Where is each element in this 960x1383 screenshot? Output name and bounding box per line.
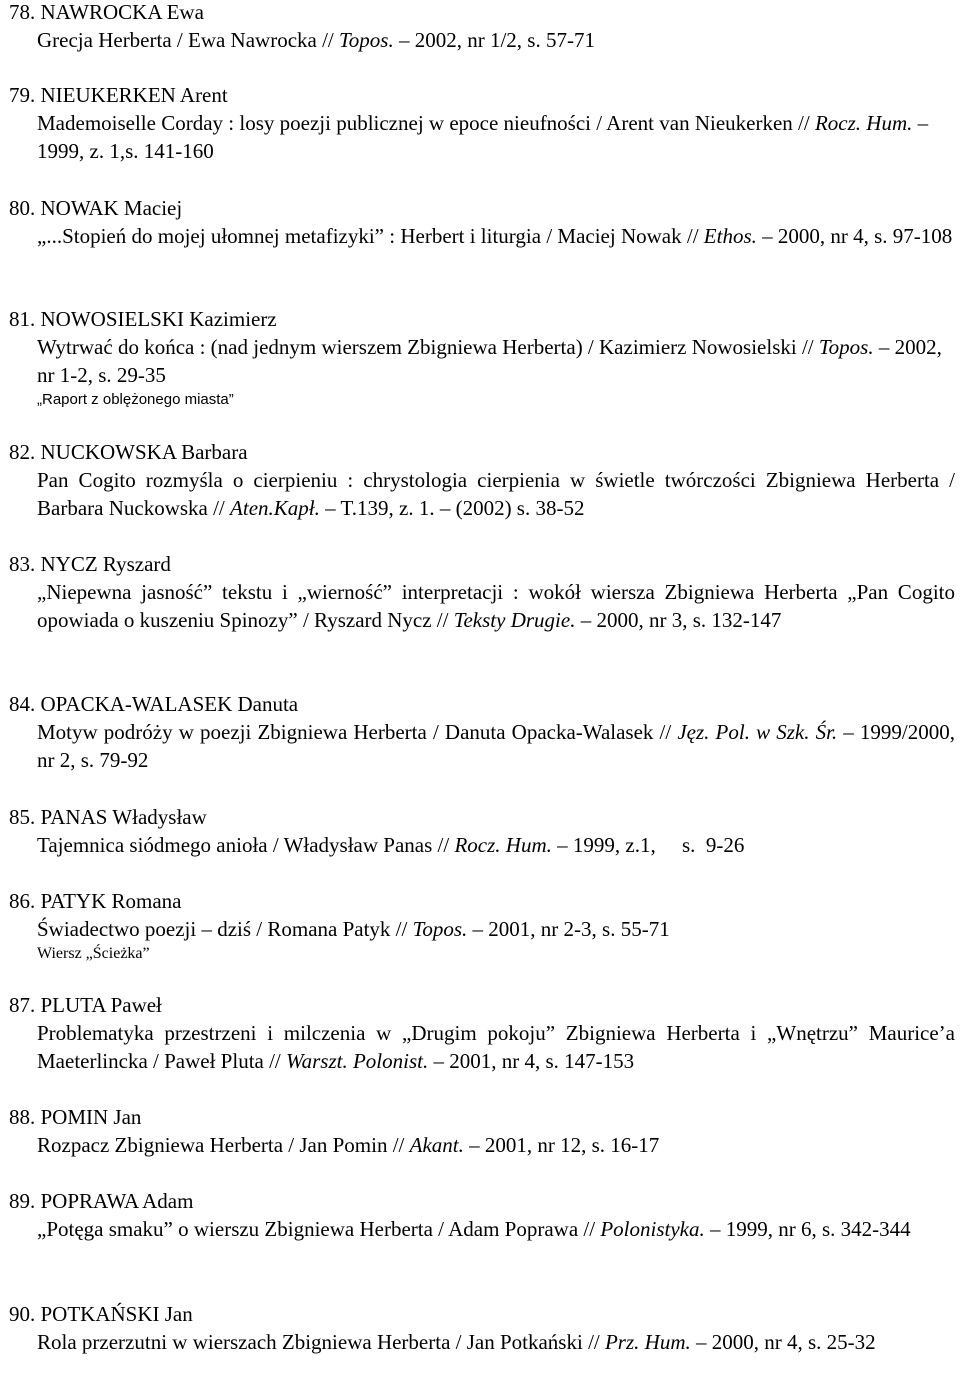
entry-author: OPACKA-WALASEK Danuta <box>40 692 299 716</box>
journal-title: Aten.Kapł. <box>230 496 320 520</box>
entry-citation: „Niepewna jasność” tekstu i „wierność” interpretacji : wokół wiersza Zbigniewa Herberta „Pan Cogito opowiada o kuszeniu Spinozy” / Ryszard Nycz // Teksty Drugie. – 2000, nr 3, s. 132-147 <box>37 580 955 632</box>
entry-heading <box>9 81 955 109</box>
entry-heading <box>9 1300 955 1328</box>
bibliography-entry-87 <box>9 991 955 1075</box>
entry-author: POMIN Jan <box>40 1105 142 1129</box>
bibliography-entry-84 <box>9 690 955 774</box>
entry-number: 89. <box>9 1189 36 1213</box>
entry-author: NOWOSIELSKI Kazimierz <box>40 307 277 331</box>
entry-number: 79. <box>9 83 36 107</box>
entry-number: 84. <box>9 692 36 716</box>
bibliography-entry-90 <box>9 1300 955 1356</box>
entry-heading <box>9 1103 955 1131</box>
entry-number: 80. <box>9 196 36 220</box>
entry-author: PATYK Romana <box>40 889 182 913</box>
journal-title: Warszt. Polonist. <box>286 1049 429 1073</box>
entry-note: „Raport z oblężonego miasta” <box>37 391 234 408</box>
entry-number: 83. <box>9 552 36 576</box>
entry-author: POTKAŃSKI Jan <box>40 1302 193 1326</box>
bibliography-entry-78 <box>9 0 955 54</box>
bibliography-entry-80 <box>9 194 955 250</box>
entry-citation: Świadectwo poezji – dziś / Romana Patyk // Topos. – 2001, nr 2-3, s. 55-71 <box>37 917 670 941</box>
entry-citation: Tajemnica siódmego anioła / Władysław Panas // Rocz. Hum. – 1999, z.1, s. 9-26 <box>37 833 745 857</box>
entry-citation: Mademoiselle Corday : losy poezji publicznej w epoce nieufności / Arent van Nieukerken // Rocz. Hum. – 1999, z. 1,s. 141-160 <box>37 111 929 163</box>
entry-note: Wiersz „Ścieżka” <box>37 945 150 962</box>
entry-citation: Grecja Herberta / Ewa Nawrocka // Topos. – 2002, nr 1/2, s. 57-71 <box>37 28 595 52</box>
entry-citation: Problematyka przestrzeni i milczenia w „Drugim pokoju” Zbigniewa Herberta i „Wnętrzu” Maurice’a Maeterlincka / Paweł Pluta // Warszt. Polonist. – 2001, nr 4, s. 147-153 <box>37 1021 955 1073</box>
entry-heading <box>9 887 955 915</box>
entry-heading <box>9 1187 955 1215</box>
bibliography-entry-82 <box>9 438 955 522</box>
entry-author: POPRAWA Adam <box>40 1189 194 1213</box>
entry-citation: Rola przerzutni w wierszach Zbigniewa Herberta / Jan Potkański // Prz. Hum. – 2000, nr 4, s. 25-32 <box>37 1330 876 1354</box>
journal-title: Akant. <box>409 1133 464 1157</box>
entry-number: 78. <box>9 0 36 24</box>
journal-title: Teksty Drugie. <box>453 608 576 632</box>
entry-number: 87. <box>9 993 36 1017</box>
entry-heading <box>9 803 955 831</box>
entry-author: PLUTA Paweł <box>40 993 162 1017</box>
entry-number: 81. <box>9 307 36 331</box>
entry-citation: Motyw podróży w poezji Zbigniewa Herberta / Danuta Opacka-Walasek // Jęz. Pol. w Szk. Śr. – 1999/2000, nr 2, s. 79-92 <box>37 720 956 772</box>
entry-number: 88. <box>9 1105 36 1129</box>
entry-number: 90. <box>9 1302 36 1326</box>
entry-author: PANAS Władysław <box>40 805 207 829</box>
journal-title: Ethos. <box>703 224 757 248</box>
bibliography-entry-88 <box>9 1103 955 1159</box>
journal-title: Rocz. Hum. <box>454 833 552 857</box>
entry-heading <box>9 550 955 578</box>
bibliography-entry-81 <box>9 305 955 410</box>
entry-heading <box>9 991 955 1019</box>
journal-title: Jęz. Pol. w Szk. Śr. <box>677 720 838 744</box>
entry-heading <box>9 438 955 466</box>
entry-citation: Wytrwać do końca : (nad jednym wierszem Zbigniewa Herberta) / Kazimierz Nowosielski // Topos. – 2002, nr 1-2, s. 29-35 <box>37 335 942 387</box>
entry-heading <box>9 194 955 222</box>
entry-author: NUCKOWSKA Barbara <box>40 440 248 464</box>
entry-author: NYCZ Ryszard <box>40 552 171 576</box>
bibliography-entry-89 <box>9 1187 955 1243</box>
bibliography-entry-86 <box>9 887 955 964</box>
entry-heading <box>9 305 955 333</box>
bibliography-entry-79 <box>9 81 955 165</box>
journal-title: Prz. Hum. <box>604 1330 691 1354</box>
entry-author: NOWAK Maciej <box>40 196 183 220</box>
bibliography-entry-85 <box>9 803 955 859</box>
entry-citation: „Potęga smaku” o wierszu Zbigniewa Herberta / Adam Poprawa // Polonistyka. – 1999, nr 6, s. 342-344 <box>37 1217 911 1241</box>
entry-author: NIEUKERKEN Arent <box>40 83 228 107</box>
entry-number: 82. <box>9 440 36 464</box>
journal-title: Polonistyka. <box>600 1217 705 1241</box>
entry-author: NAWROCKA Ewa <box>40 0 204 24</box>
entry-citation: „...Stopień do mojej ułomnej metafizyki” : Herbert i liturgia / Maciej Nowak // Ethos. – 2000, nr 4, s. 97-108 <box>37 224 953 248</box>
journal-title: Rocz. Hum. <box>814 111 913 135</box>
bibliography-entry-83 <box>9 550 955 634</box>
entry-citation: Pan Cogito rozmyśla o cierpieniu : chrystologia cierpienia w świetle twórczości Zbigniewa Herberta / Barbara Nuckowska // Aten.Kapł. – T.139, z. 1. – (2002) s. 38-52 <box>37 468 955 520</box>
entry-citation: Rozpacz Zbigniewa Herberta / Jan Pomin // Akant. – 2001, nr 12, s. 16-17 <box>37 1133 660 1157</box>
entry-heading <box>9 0 955 26</box>
journal-title: Topos. <box>818 335 874 359</box>
entry-heading <box>9 690 955 718</box>
entry-number: 85. <box>9 805 36 829</box>
journal-title: Topos. <box>339 28 394 52</box>
entry-number: 86. <box>9 889 36 913</box>
journal-title: Topos. <box>412 917 468 941</box>
